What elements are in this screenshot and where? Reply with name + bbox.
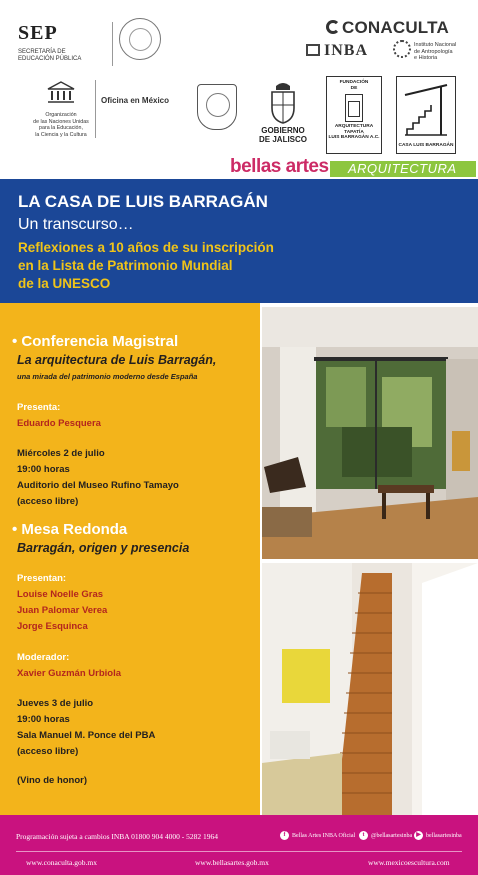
inba-text: INBA bbox=[324, 42, 369, 59]
jalisco-label bbox=[259, 126, 307, 144]
sep-logo bbox=[18, 22, 110, 63]
conaculta-logo bbox=[326, 18, 449, 38]
jalisco-line-1: GOBIERNO bbox=[261, 126, 305, 135]
conaculta-c-icon bbox=[326, 20, 340, 34]
living-room-illustration bbox=[262, 307, 478, 559]
inah-logo bbox=[414, 42, 470, 62]
unesco-line-4: la Ciencia y la Cultura bbox=[35, 131, 87, 138]
mesa-moderator: Xavier Guzmán Urbiola bbox=[17, 668, 122, 679]
unesco-line-1: Organización bbox=[45, 112, 77, 118]
inah-icon bbox=[393, 40, 411, 58]
facebook-link[interactable]: f Bellas Artes INBA Oficial bbox=[280, 831, 355, 840]
moderador-label: Moderador: bbox=[17, 652, 70, 663]
fundacion-line-1: FUNDACIÓN bbox=[339, 80, 369, 85]
staircase-illustration bbox=[262, 563, 478, 815]
mesa-presenter-3: Jorge Esquinca bbox=[17, 621, 88, 632]
bullet-icon: • bbox=[12, 521, 22, 538]
header-logos bbox=[0, 0, 478, 178]
bullet-icon: • bbox=[12, 333, 22, 350]
mesa-presenter-1: Louise Noelle Gras bbox=[17, 589, 104, 600]
unesco-caption bbox=[30, 112, 92, 138]
fundacion-logo bbox=[326, 76, 382, 154]
conferencia-venue: Auditorio del Museo Rufino Tamayo bbox=[17, 480, 179, 491]
fundacion-mark-icon bbox=[345, 94, 363, 122]
mexico-seal-icon bbox=[119, 18, 161, 60]
fundacion-line-3: ARQUITECTURA bbox=[334, 124, 374, 129]
mesa-venue: Sala Manuel M. Ponce del PBA bbox=[17, 730, 156, 741]
jalisco-crest-icon bbox=[268, 80, 298, 124]
youtube-icon: ▶ bbox=[414, 831, 423, 840]
inah-line-1: Instituto Nacional bbox=[414, 42, 457, 48]
sep-title: SEP bbox=[18, 22, 58, 44]
footer-divider bbox=[16, 851, 462, 852]
unesco-line-2: de las Naciones Unidas bbox=[33, 118, 89, 125]
inah-line-2: de Antropología bbox=[414, 48, 453, 55]
unesco-divider bbox=[95, 80, 96, 138]
fundacion-line-5: LUIS BARRAGÁN A.C. bbox=[328, 135, 380, 140]
mesa-note: (Vino de honor) bbox=[17, 775, 88, 786]
footer bbox=[0, 815, 478, 875]
presenta-label: Presenta: bbox=[17, 402, 61, 413]
conferencia-date: Miércoles 2 de julio bbox=[17, 448, 105, 459]
mexicoescultura-url[interactable]: www.mexicoescultura.com bbox=[368, 858, 450, 867]
jalisco-line-2: DE JALISCO bbox=[259, 135, 308, 144]
fundacion-line-2: DE bbox=[350, 85, 358, 91]
youtube-link[interactable]: ▶ bellasartesinba bbox=[414, 831, 462, 840]
conferencia-heading: • Conferencia Magistral bbox=[12, 333, 179, 350]
mesa-presenter-2: Juan Palomar Verea bbox=[17, 605, 108, 616]
conaculta-url[interactable]: www.conaculta.gob.mx bbox=[26, 858, 97, 867]
mesa-date: Jueves 3 de julio bbox=[17, 698, 94, 709]
twitter-icon: t bbox=[359, 831, 368, 840]
facebook-icon: f bbox=[280, 831, 289, 840]
unesco-temple-icon bbox=[47, 81, 75, 105]
inba-logo bbox=[306, 42, 368, 60]
sep-subtitle-2: EDUCACIÓN PÚBLICA bbox=[18, 56, 82, 62]
conferencia-time: 19:00 horas bbox=[17, 464, 70, 475]
mesa-heading: • Mesa Redonda bbox=[12, 521, 128, 538]
footer-programming-note: Programación sujeta a cambios INBA 01800 904 4000 - 5282 1964 bbox=[16, 832, 219, 841]
event-subtitle: Un transcurso… bbox=[18, 216, 134, 233]
inah-line-3: e Historia bbox=[414, 55, 438, 61]
conferencia-presenter: Eduardo Pesquera bbox=[17, 418, 101, 429]
mesa-time: 19:00 horas bbox=[17, 714, 70, 725]
title-band bbox=[0, 179, 478, 303]
mesa-access: (acceso libre) bbox=[17, 746, 79, 757]
event-title: LA CASA DE LUIS BARRAGÁN bbox=[18, 192, 268, 211]
mesa-talk-title: Barragán, origen y presencia bbox=[17, 541, 190, 555]
sep-subtitle-1: SECRETARÍA DE bbox=[18, 49, 66, 55]
living-room-photo bbox=[262, 307, 478, 559]
event-description-line-2: en la Lista de Patrimonio Mundial bbox=[18, 258, 233, 273]
conaculta-text: CONACULTA bbox=[342, 18, 449, 37]
unesco-office: Oficina en México bbox=[101, 96, 170, 105]
unesco-line-3: para la Educación, bbox=[39, 125, 83, 131]
casa-barragan-label: CASA LUIS BARRAGÁN bbox=[398, 143, 454, 148]
bellasartes-url[interactable]: www.bellasartes.gob.mx bbox=[195, 858, 269, 867]
conferencia-access: (acceso libre) bbox=[17, 496, 79, 507]
bellas-artes-logo: bellas artes bbox=[230, 156, 329, 177]
unam-crest-icon bbox=[197, 84, 237, 130]
conferencia-talk-subtitle: una mirada del patrimonio moderno desde España bbox=[17, 372, 198, 381]
twitter-link[interactable]: t @bellasartesinba bbox=[359, 831, 412, 840]
event-description-line-1: Reflexiones a 10 años de su inscripción bbox=[18, 240, 274, 255]
inba-icon bbox=[306, 44, 320, 56]
event-description-line-3: de la UNESCO bbox=[18, 276, 111, 291]
casa-barragan-logo bbox=[396, 76, 456, 154]
fundacion-line-4: TAPATÍA bbox=[344, 129, 364, 135]
event-description bbox=[18, 239, 318, 293]
staircase-photo bbox=[262, 563, 478, 815]
conferencia-talk-title: La arquitectura de Luis Barragán, bbox=[17, 353, 217, 367]
presentan-label: Presentan: bbox=[17, 573, 67, 584]
sep-divider bbox=[112, 22, 113, 66]
casa-stair-icon bbox=[401, 81, 451, 139]
arquitectura-label: ARQUITECTURA bbox=[348, 161, 457, 176]
program-panel bbox=[0, 303, 260, 815]
